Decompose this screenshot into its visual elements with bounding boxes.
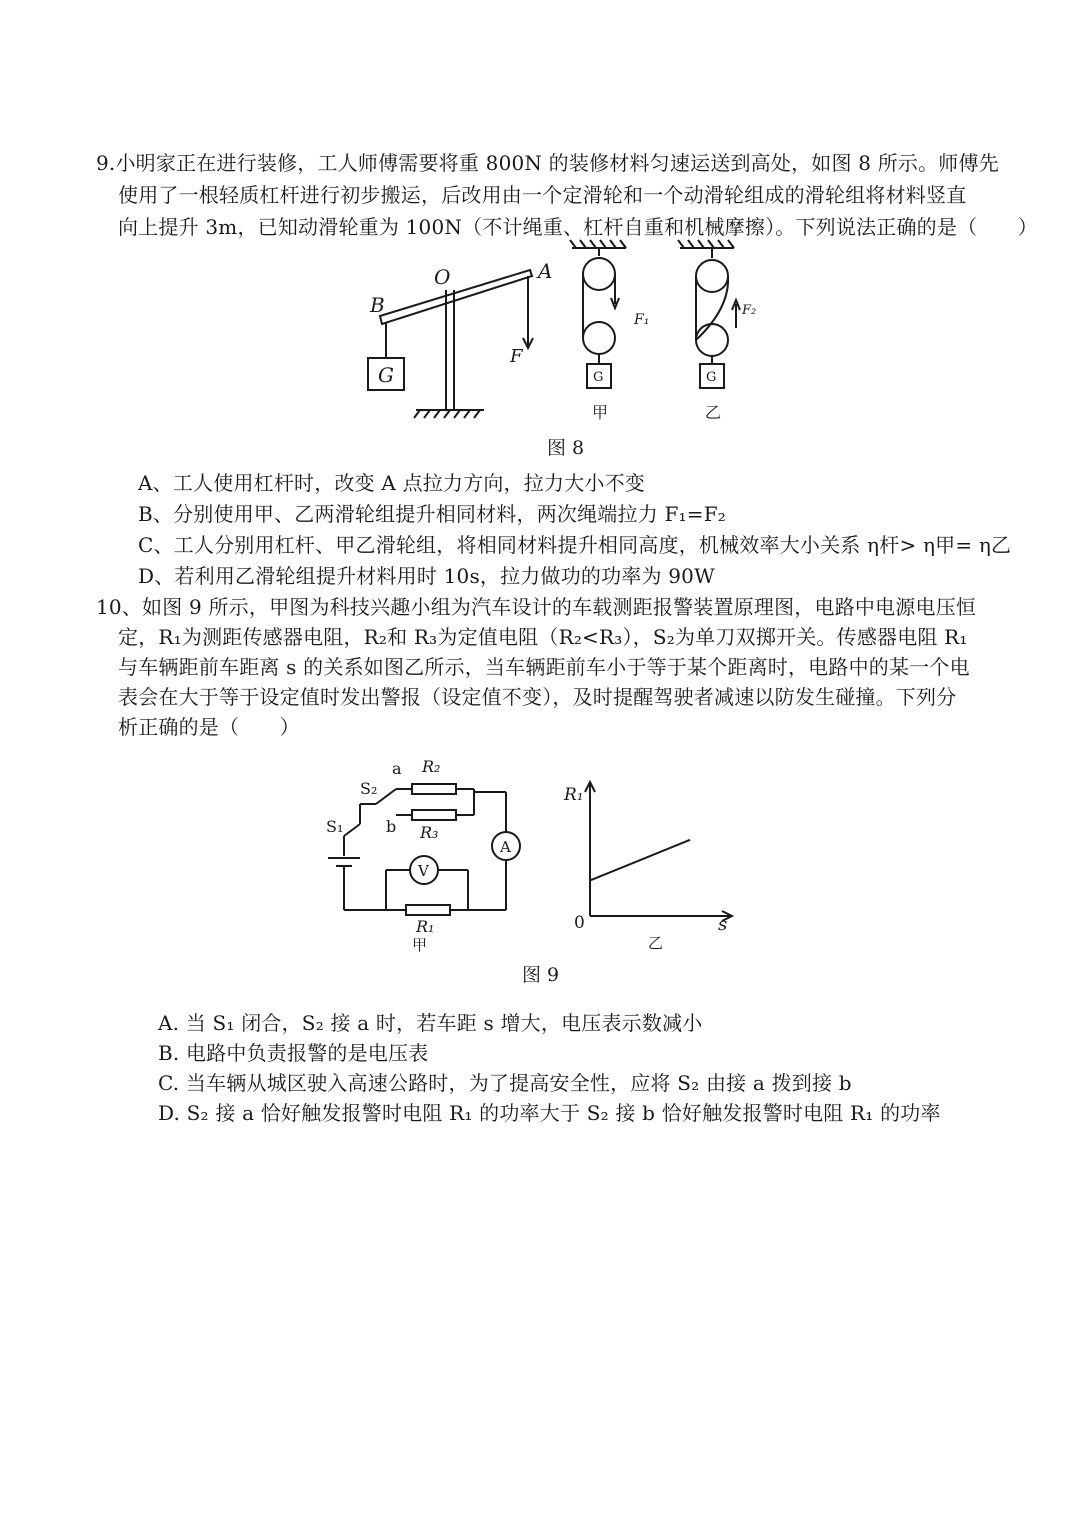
q10-option-a: A. 当 S₁ 闭合，S₂ 接 a 时，若车距 s 增大，电压表示数减小 — [158, 1011, 703, 1035]
fixed-pulley-yi — [696, 260, 728, 292]
resistor-r3 — [412, 810, 456, 820]
q10-line-5: 析正确的是（ ） — [118, 715, 300, 739]
label-g-yi: G — [706, 370, 717, 385]
q9-option-d: D、若利用乙滑轮组提升材料用时 10s，拉力做功的功率为 90W — [138, 564, 715, 588]
label-r1: R₁ — [416, 917, 435, 936]
label-b-terminal: b — [386, 817, 397, 836]
movable-pulley-jia — [583, 322, 615, 354]
figure-9-circuit — [316, 752, 536, 952]
figure-8-caption: 图 8 — [547, 437, 585, 459]
q9-line-3: 向上提升 3m，已知动滑轮重为 100N（不计绳重、杠杆自重和机械摩擦）。下列说法正确的是（ ） — [118, 215, 1038, 239]
q10-option-b: B. 电路中负责报警的是电压表 — [158, 1041, 429, 1065]
lever-beam — [380, 270, 532, 324]
q9-option-c: C、工人分别用杠杆、甲乙滑轮组，将相同材料提升相同高度，机械效率大小关系 η杆> η甲= η乙 — [138, 533, 1012, 557]
label-s1: S₁ — [326, 817, 344, 836]
label-ammeter: A — [500, 838, 511, 856]
q9-line-2: 使用了一根轻质杠杆进行初步搬运，后改用由一个定滑轮和一个动滑轮组成的滑轮组将材料竖直 — [118, 183, 967, 207]
graph-origin: 0 — [574, 913, 585, 933]
q9-option-b: B、分别使用甲、乙两滑轮组提升相同材料，两次绳端拉力 F₁=F₂ — [138, 502, 727, 526]
label-b: B — [370, 293, 385, 317]
label-voltmeter: V — [418, 862, 429, 880]
label-f1: F₁ — [634, 312, 650, 328]
label-yi: 乙 — [705, 403, 722, 422]
label-jia: 甲 — [592, 403, 609, 422]
q10-option-d: D. S₂ 接 a 恰好触发报警时电阻 R₁ 的功率大于 S₂ 接 b 恰好触发报警时电阻 R₁ 的功率 — [158, 1101, 941, 1125]
label-r3: R₃ — [420, 823, 439, 842]
label-f: F — [510, 346, 523, 367]
graph-x-label: s — [718, 914, 728, 935]
fixed-pulley-jia — [583, 258, 615, 290]
movable-pulley-yi — [696, 324, 728, 356]
label-f2: F₂ — [742, 303, 757, 318]
figure-8 — [350, 238, 770, 438]
q10-line-4: 表会在大于等于设定值时发出警报（设定值不变），及时提醒驾驶者减速以防发生碰撞。下列分 — [118, 685, 957, 709]
resistor-r2 — [412, 784, 456, 794]
label-a: A — [538, 259, 553, 283]
series-line-r1 — [590, 840, 690, 881]
q10-option-c: C. 当车辆从城区驶入高速公路时，为了提高安全性，应将 S₂ 由接 a 拨到接 b — [158, 1071, 852, 1095]
q9-line-1: 9.小明家正在进行装修，工人师傅需要将重 800N 的装修材料匀速运送到高处，如图 8 所示。师傅先 — [96, 151, 999, 175]
graph-y-label: R₁ — [564, 785, 584, 805]
q9-option-a: A、工人使用杠杆时，改变 A 点拉力方向，拉力大小不变 — [138, 471, 646, 495]
resistor-r1 — [406, 905, 450, 915]
graph-name: 乙 — [648, 934, 664, 952]
switch-s2 — [376, 789, 396, 804]
figure-9-caption: 图 9 — [522, 964, 560, 986]
switch-s1 — [344, 824, 360, 836]
q10-line-1: 10、如图 9 所示，甲图为科技兴趣小组为汽车设计的车载测距报警装置原理图，电路中电源电压恒 — [96, 595, 977, 619]
q10-line-3: 与车辆距前车距离 s 的关系如图乙所示，当车辆距前车小于等于某个距离时，电路中的某一个电 — [118, 655, 970, 679]
label-g: G — [378, 363, 394, 387]
label-a-terminal: a — [392, 759, 402, 778]
label-s2: S₂ — [360, 779, 378, 798]
q10-line-2: 定，R₁为测距传感器电阻，R₂和 R₃为定值电阻（R₂<R₃），S₂为单刀双掷开关。传感器电阻 R₁ — [118, 625, 968, 649]
label-o: O — [434, 265, 451, 289]
figure-9-graph — [562, 778, 742, 954]
label-r2: R₂ — [422, 757, 441, 776]
label-circuit-name: 甲 — [412, 936, 428, 952]
label-g-jia: G — [593, 370, 604, 385]
